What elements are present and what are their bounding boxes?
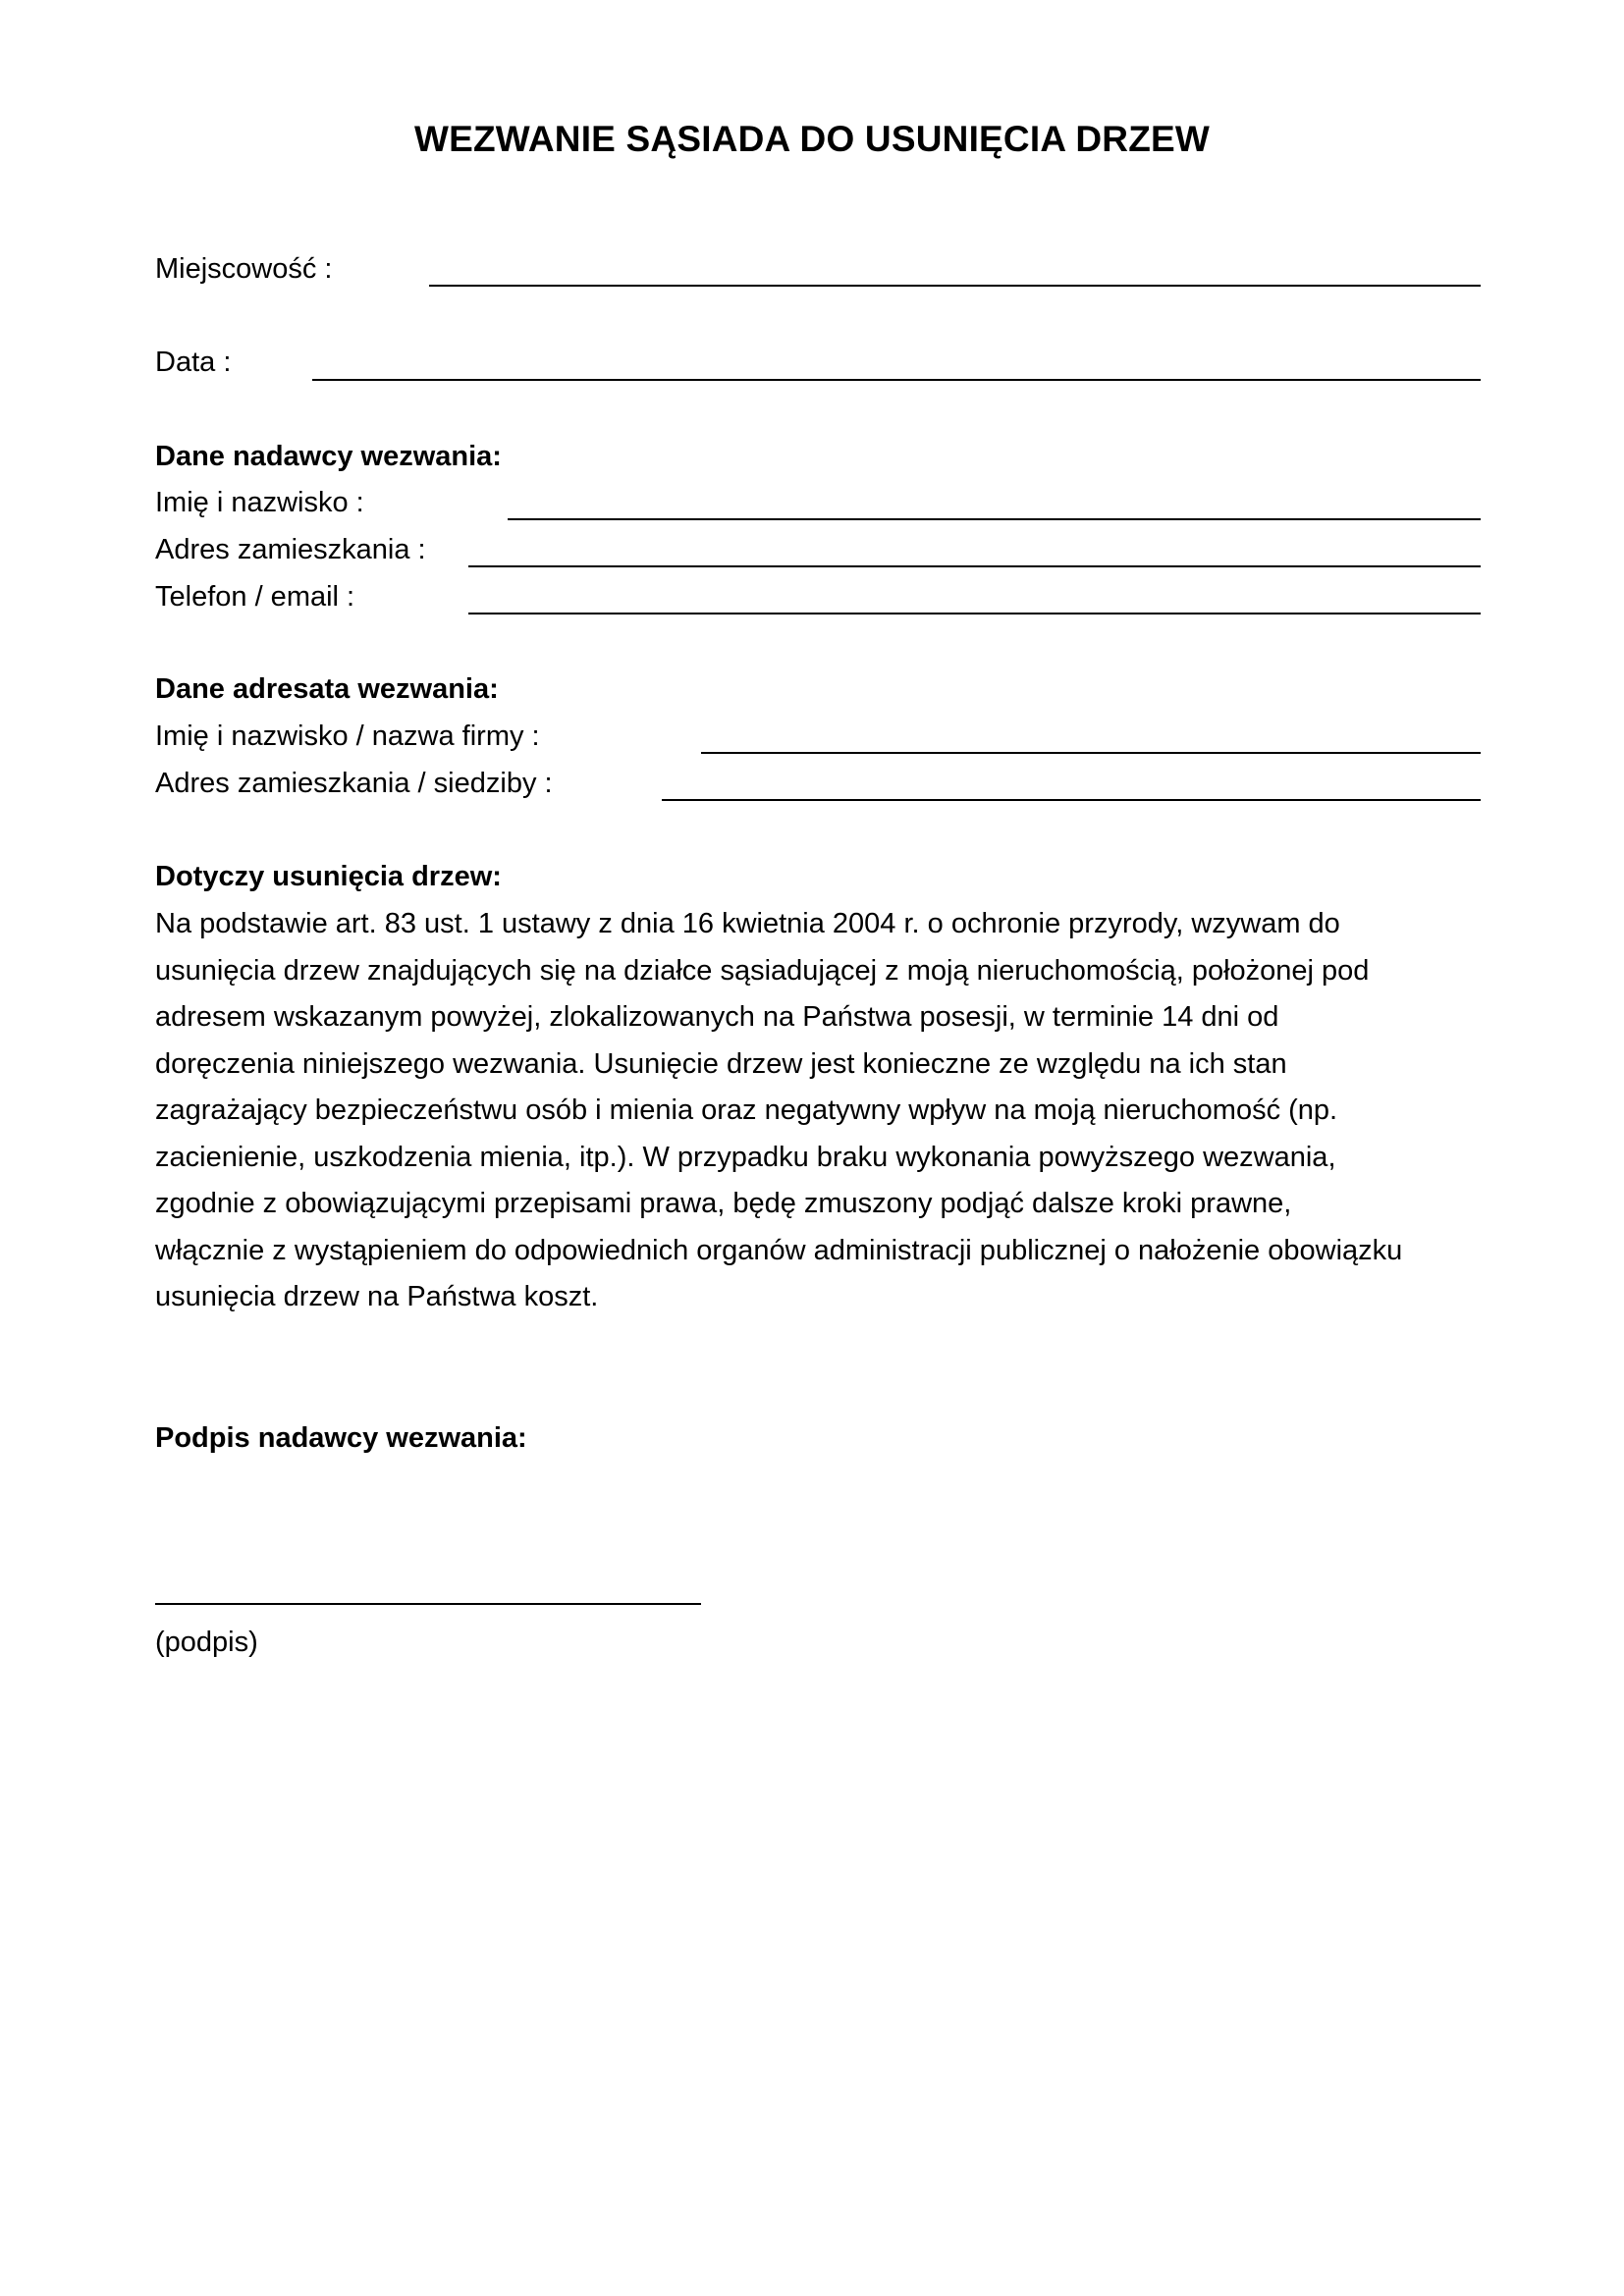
body-line: Na podstawie art. 83 ust. 1 ustawy z dnia 16 kwietnia 2004 r. o ochronie przyrody, wzywam do — [155, 908, 1340, 939]
sender-contact-label: Telefon / email : — [155, 581, 355, 613]
sender-name-field[interactable] — [508, 518, 1481, 520]
recipient-address-field[interactable] — [662, 799, 1481, 801]
body-line: usunięcia drzew na Państwa koszt. — [155, 1281, 599, 1312]
body-line: zagrażający bezpieczeństwu osób i mienia oraz negatywny wpływ na moją nieruchomość (np. — [155, 1095, 1338, 1126]
sender-contact-field[interactable] — [468, 613, 1481, 614]
subject-body — [155, 901, 1490, 1321]
sender-address-label: Adres zamieszkania : — [155, 534, 426, 565]
body-line: doręczenia niniejszego wezwania. Usunięcie drzew jest konieczne ze względu na ich stan — [155, 1047, 1287, 1080]
body-line: zacienienie, uszkodzenia mienia, itp.). W przypadku braku wykonania powyższego wezwania, — [155, 1141, 1336, 1173]
place-field[interactable] — [429, 285, 1481, 287]
sender-address-field[interactable] — [468, 565, 1481, 567]
body-line: zgodnie z obowiązującymi przepisami prawa, będę zmuszony podjąć dalsze kroki prawne, — [155, 1188, 1292, 1219]
signature-caption: (podpis) — [155, 1627, 258, 1658]
recipient-heading: Dane adresata wezwania: — [155, 673, 499, 705]
body-line: adresem wskazanym powyżej, zlokalizowanych na Państwa posesji, w terminie 14 dni od — [155, 1001, 1279, 1033]
sender-heading: Dane nadawcy wezwania: — [155, 441, 502, 472]
recipient-name-field[interactable] — [701, 752, 1481, 754]
document-title: WEZWANIE SĄSIADA DO USUNIĘCIA DRZEW — [413, 119, 1211, 159]
sender-name-label: Imię i nazwisko : — [155, 487, 364, 518]
signature-heading: Podpis nadawcy wezwania: — [155, 1422, 527, 1454]
body-line: usunięcia drzew znajdujących się na działce sąsiadującej z moją nieruchomością, położonej pod — [155, 954, 1370, 987]
place-label: Miejscowość : — [155, 253, 333, 285]
body-line: włącznie z wystąpieniem do odpowiednich organów administracji publicznej o nałożenie obowiązku — [155, 1234, 1403, 1266]
subject-heading: Dotyczy usunięcia drzew: — [155, 861, 502, 892]
recipient-address-label: Adres zamieszkania / siedziby : — [155, 768, 553, 799]
date-field[interactable] — [312, 379, 1481, 381]
recipient-name-label: Imię i nazwisko / nazwa firmy : — [155, 721, 540, 752]
date-label: Data : — [155, 347, 232, 378]
signature-field[interactable] — [155, 1603, 701, 1605]
